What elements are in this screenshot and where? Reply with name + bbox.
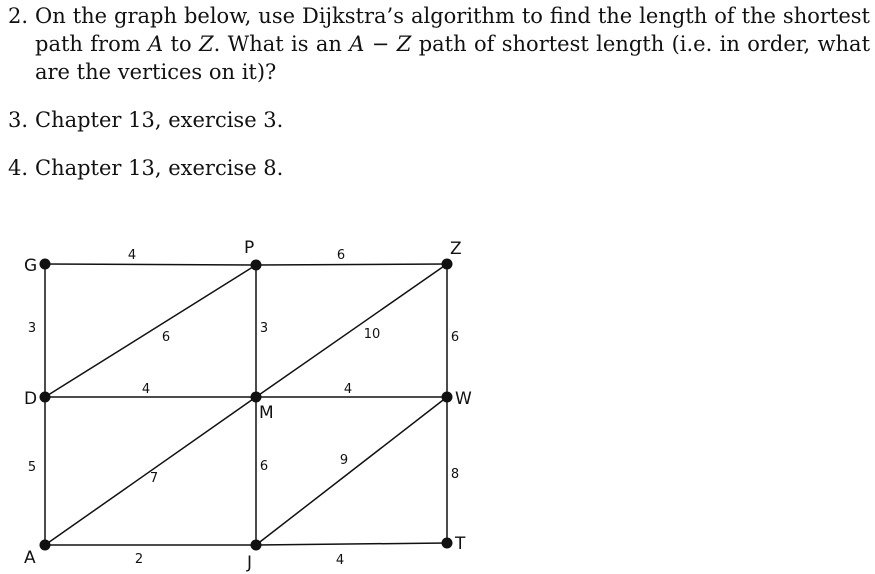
vertex-W xyxy=(442,392,453,403)
vertex-label-D: D xyxy=(24,389,38,409)
vertex-A xyxy=(40,540,51,551)
vertex-P xyxy=(251,260,262,271)
vertex-label-T: T xyxy=(455,534,466,554)
vertex-G xyxy=(40,259,51,270)
edge-weight-D-M: 4 xyxy=(141,382,151,397)
math-variable: A xyxy=(148,32,164,56)
edge-weight-P-Z: 6 xyxy=(336,248,346,263)
edge-weight-P-M: 3 xyxy=(259,321,269,336)
edge-weight-A-M: 7 xyxy=(149,471,159,486)
edge-weight-M-Z: 10 xyxy=(363,327,381,342)
text-run: Chapter 13, exercise 3. xyxy=(35,108,284,132)
vertex-label-M: M xyxy=(259,403,274,423)
edge-weight-labels xyxy=(28,248,459,568)
vertex-D xyxy=(40,392,51,403)
math-variable: A − Z xyxy=(349,32,412,56)
vertex-label-G: G xyxy=(24,256,38,276)
vertex-label-Z: Z xyxy=(450,239,462,259)
edge-D-P xyxy=(45,265,256,397)
edge-M-Z xyxy=(256,264,447,397)
problem-number: 3. xyxy=(8,108,29,132)
text-run: path of shortest length (i.e. in order, what are the vertices on it)? xyxy=(35,32,871,84)
edge-weight-D-A: 5 xyxy=(27,460,37,475)
vertex-T xyxy=(442,538,453,549)
math-variable: Z xyxy=(198,32,214,56)
problem-number: 4. xyxy=(8,156,29,180)
vertex-label-W: W xyxy=(455,389,472,409)
problem-number: 2. xyxy=(8,4,29,28)
edge-weight-A-J: 2 xyxy=(134,552,144,567)
graph-edges xyxy=(45,264,447,545)
text-run: . What is an xyxy=(213,32,350,56)
edge-weight-G-P: 4 xyxy=(127,248,137,263)
edge-weight-J-W: 9 xyxy=(339,453,349,468)
edge-G-P xyxy=(45,264,256,265)
edge-J-W xyxy=(256,397,447,545)
vertex-J xyxy=(251,540,262,551)
vertex-M xyxy=(251,392,262,403)
edge-P-Z xyxy=(256,264,447,265)
edge-weight-M-W: 4 xyxy=(343,382,353,397)
edge-weight-M-J: 6 xyxy=(259,459,269,474)
vertex-labels xyxy=(24,238,472,573)
edge-weight-D-P: 6 xyxy=(161,330,171,345)
vertex-label-P: P xyxy=(244,238,255,258)
edge-weight-Z-W: 6 xyxy=(450,330,460,345)
text-run: On the graph below, use Dijkstra’s algorithm to find the length of the shortest path from xyxy=(35,4,870,56)
edge-J-T xyxy=(256,543,447,545)
edge-weight-G-D: 3 xyxy=(27,321,37,336)
text-run: to xyxy=(163,32,199,56)
vertex-label-A: A xyxy=(24,548,36,568)
edge-weight-W-T: 8 xyxy=(450,467,460,482)
edge-weight-J-T: 4 xyxy=(335,553,345,568)
vertex-label-J: J xyxy=(247,553,253,573)
text-run: Chapter 13, exercise 8. xyxy=(35,156,284,180)
vertex-Z xyxy=(442,259,453,270)
